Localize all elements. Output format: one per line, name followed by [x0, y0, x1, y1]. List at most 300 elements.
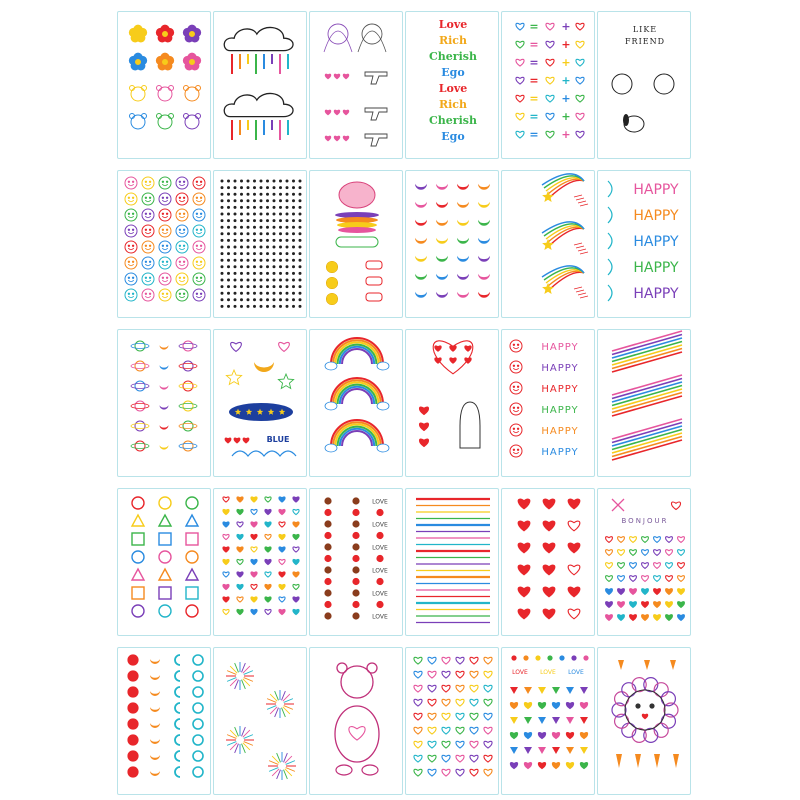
face-smile — [162, 296, 167, 298]
dot-mark — [280, 279, 282, 281]
outline-heart — [456, 699, 464, 706]
tattoo-sheet — [405, 488, 499, 636]
spark-line — [576, 246, 584, 248]
orange-moon — [150, 675, 160, 680]
face-smile — [196, 232, 201, 234]
dot-mark — [247, 286, 249, 288]
mini-heart — [580, 763, 587, 769]
face-eye — [513, 407, 514, 408]
lion-art — [612, 660, 679, 768]
crescent-mark — [415, 184, 427, 190]
face-eye — [196, 261, 197, 262]
outline-heart — [576, 41, 584, 48]
dot-mark — [267, 207, 269, 209]
smile-curve — [608, 181, 612, 197]
dot-mark — [221, 253, 223, 255]
triangle-shape — [159, 515, 171, 526]
dot-mark — [221, 259, 223, 261]
red-dot — [128, 703, 138, 713]
mini-heart — [237, 584, 243, 589]
bear-ear — [367, 663, 377, 673]
face-outline — [193, 193, 205, 205]
face-smile — [179, 280, 184, 282]
smiley-face — [193, 193, 205, 205]
red-heart — [518, 521, 530, 531]
dot-mark — [254, 200, 256, 202]
outline-heart — [516, 95, 524, 102]
dot-mark — [254, 273, 256, 275]
crescent-mark — [415, 292, 427, 298]
crescent-mark — [160, 445, 169, 450]
mini-heart — [654, 563, 661, 569]
plus-sign: + — [561, 38, 571, 51]
girl-head — [328, 24, 348, 44]
mini-heart — [538, 703, 545, 709]
tattoo-sheet — [597, 488, 691, 636]
happy-word: HAPPY — [541, 405, 579, 416]
dot-mark — [221, 220, 223, 222]
triangle-gem — [510, 747, 518, 754]
dot-mark — [247, 233, 249, 235]
red-heart — [518, 499, 530, 509]
outline-heart — [414, 741, 422, 748]
triangle-gem — [580, 747, 588, 754]
sheet-artwork — [598, 648, 691, 795]
red-heart — [568, 565, 580, 575]
face-outline — [142, 241, 154, 253]
dot-mark — [299, 207, 301, 209]
face-eye — [150, 245, 151, 246]
dot-mark — [273, 266, 275, 268]
circle-shape — [132, 497, 144, 509]
night-art — [225, 342, 296, 456]
face-outline — [142, 289, 154, 301]
dot-mark — [247, 193, 249, 195]
mini-heart — [279, 534, 285, 539]
dot-mark — [234, 253, 236, 255]
dot-mark — [293, 187, 295, 189]
smiley-face — [142, 225, 154, 237]
dot-mark — [299, 246, 301, 248]
dot-mark — [234, 207, 236, 209]
dot-mark — [286, 259, 288, 261]
dot-mark — [254, 213, 256, 215]
triangle-shape — [132, 569, 144, 580]
outline-heart — [428, 657, 436, 664]
mini-heart — [524, 763, 531, 769]
belly-heart — [349, 727, 365, 740]
smiley-face — [125, 273, 137, 285]
orange-moon — [150, 659, 160, 664]
dot-mark — [260, 240, 262, 242]
mini-heart — [223, 609, 229, 614]
dot-sticker — [353, 521, 359, 527]
red-dot — [128, 751, 138, 761]
dot-mark — [293, 286, 295, 288]
triangle-shape — [186, 569, 198, 580]
dot-mark — [280, 220, 282, 222]
red-heart — [543, 587, 555, 597]
dot-mark — [241, 200, 243, 202]
dot-mark — [228, 306, 230, 308]
smiley-face — [125, 209, 137, 221]
dot-sticker — [584, 656, 588, 660]
face-eye — [167, 245, 168, 246]
dot-mark — [221, 213, 223, 215]
dot-mark — [221, 273, 223, 275]
face-eye — [201, 261, 202, 262]
mini-heart — [666, 563, 673, 569]
dot-mark — [247, 253, 249, 255]
triangle-shape — [132, 515, 144, 526]
face-eye — [201, 293, 202, 294]
face-outline — [176, 225, 188, 237]
red-heart — [543, 543, 555, 553]
outline-heart — [414, 769, 422, 776]
dot-mark — [273, 180, 275, 182]
face-outline — [193, 225, 205, 237]
smiley-face — [510, 382, 522, 394]
dot-mark — [273, 259, 275, 261]
moons-art — [128, 655, 203, 777]
orange-moon — [150, 755, 160, 760]
face-eye — [162, 293, 163, 294]
dot-mark — [273, 213, 275, 215]
happy-word: HAPPY — [541, 426, 579, 437]
tattoo-sheet — [117, 170, 211, 318]
heart-grid-art — [414, 657, 492, 776]
red-heart — [518, 565, 530, 575]
dot-mark — [267, 266, 269, 268]
dot-sticker — [325, 590, 331, 596]
mini-heart — [678, 550, 685, 556]
sheet-artwork — [502, 171, 595, 318]
mini-heart — [293, 497, 299, 502]
sheet-artwork — [598, 489, 691, 636]
dot-mark — [241, 240, 243, 242]
dot-mark — [254, 240, 256, 242]
face-smile — [179, 296, 184, 298]
mini-heart — [642, 602, 649, 608]
crescent-mark — [436, 256, 448, 262]
face-outline — [159, 289, 171, 301]
dot-mark — [228, 220, 230, 222]
outline-heart — [576, 59, 584, 66]
spark-line — [578, 201, 586, 203]
face-smile — [145, 264, 150, 266]
love-word: LOVE — [372, 521, 388, 529]
face-outline — [193, 177, 205, 189]
face-smile — [196, 296, 201, 298]
dot-mark — [260, 292, 262, 294]
tattoo-sheet — [213, 647, 307, 795]
teal-ring — [175, 767, 180, 777]
dot-sticker — [377, 579, 383, 585]
triangle-shape — [186, 515, 198, 526]
mini-heart — [334, 110, 339, 114]
dot-mark — [228, 253, 230, 255]
cat-cake-art — [327, 182, 383, 305]
sheet-artwork — [118, 489, 211, 636]
shooting-stars-art — [542, 174, 588, 298]
dot-mark — [234, 299, 236, 301]
clouds-art — [224, 27, 293, 140]
dot-mark — [267, 299, 269, 301]
smiley-face — [142, 177, 154, 189]
mini-heart — [580, 733, 587, 739]
cloud-puff — [377, 362, 389, 370]
spark-line — [580, 204, 588, 206]
teal-ring — [175, 735, 180, 745]
dot-mark — [299, 233, 301, 235]
mini-heart — [642, 576, 649, 582]
dot-sticker — [353, 579, 359, 585]
outline-heart — [470, 727, 478, 734]
planet-ring — [131, 344, 149, 349]
outline-heart — [516, 41, 524, 48]
outline-heart — [428, 671, 436, 678]
smiley-face — [159, 289, 171, 301]
smiley-face — [176, 241, 188, 253]
smiley-face — [142, 273, 154, 285]
dot-mark — [273, 207, 275, 209]
dot-mark — [241, 259, 243, 261]
face-smile — [128, 200, 133, 202]
triangle-gem — [524, 717, 532, 724]
smiley-face — [159, 241, 171, 253]
crescent-mark — [478, 184, 490, 190]
triangle-gem — [552, 747, 560, 754]
dot-mark — [286, 246, 288, 248]
smiley-face — [125, 289, 137, 301]
mini-heart — [237, 597, 243, 602]
face-eye — [184, 213, 185, 214]
tattoo-sheet — [117, 329, 211, 477]
face-eye — [196, 181, 197, 182]
dot-mark — [228, 240, 230, 242]
face-eye — [179, 261, 180, 262]
face-eye — [162, 181, 163, 182]
dot-mark — [267, 306, 269, 308]
plus-sign: + — [561, 20, 571, 33]
face-eye — [128, 213, 129, 214]
dot-mark — [234, 259, 236, 261]
mini-heart — [265, 522, 271, 527]
dot-mark — [247, 279, 249, 281]
dot-mark — [280, 266, 282, 268]
face-outline — [159, 209, 171, 221]
dot-mark — [260, 306, 262, 308]
girl-sketch — [324, 24, 352, 52]
word-tattoo: Love — [438, 18, 468, 31]
smiley-face — [159, 225, 171, 237]
dot-mark — [286, 240, 288, 242]
tattoo-sheet — [405, 170, 499, 318]
outline-heart — [456, 741, 464, 748]
love-word: LOVE — [372, 590, 388, 598]
mini-heart — [642, 550, 649, 556]
face-outline — [510, 340, 522, 352]
planet-mark — [135, 341, 145, 351]
face-smile — [162, 264, 167, 266]
smiley-face — [125, 225, 137, 237]
dot-mark — [234, 193, 236, 195]
outline-heart — [456, 755, 464, 762]
mini-heart — [325, 110, 330, 114]
berry-mark — [225, 438, 231, 443]
dot-mark — [234, 200, 236, 202]
mini-heart — [666, 537, 673, 543]
outline-heart — [414, 671, 422, 678]
dot-mark — [241, 233, 243, 235]
dot-mark — [234, 220, 236, 222]
sheet-artwork — [310, 489, 403, 636]
bear-head — [185, 87, 199, 101]
smiley-face — [142, 289, 154, 301]
crescent-mark — [415, 256, 427, 262]
dot-mark — [299, 200, 301, 202]
dot-mark — [286, 207, 288, 209]
circle-shape — [186, 497, 198, 509]
word-tattoo: Ego — [441, 130, 465, 143]
face-eye — [167, 293, 168, 294]
dot-sticker — [325, 521, 331, 527]
dot-mark — [280, 286, 282, 288]
face-eye — [167, 261, 168, 262]
outline-heart — [231, 342, 242, 351]
mini-heart — [630, 550, 637, 556]
outline-heart — [484, 769, 492, 776]
dot-mark — [267, 279, 269, 281]
dot-mark — [273, 253, 275, 255]
face-outline — [193, 241, 205, 253]
happy-word: HAPPY — [541, 363, 579, 374]
dot-mark — [241, 306, 243, 308]
dot-mark — [280, 273, 282, 275]
dot-mark — [260, 233, 262, 235]
square-shape — [132, 587, 144, 599]
cake-layer — [338, 227, 376, 233]
outline-heart — [516, 77, 524, 84]
outline-heart — [576, 77, 584, 84]
dot-mark — [280, 292, 282, 294]
outline-heart — [484, 755, 492, 762]
love-mix-art — [510, 656, 588, 769]
mini-heart — [642, 615, 649, 621]
outline-heart — [484, 713, 492, 720]
face-eye — [133, 277, 134, 278]
bear-sticker — [130, 86, 147, 102]
dot-mark — [299, 213, 301, 215]
love-word: LOVE — [372, 613, 388, 621]
tattoo-sheet — [213, 329, 307, 477]
dot-mark — [286, 213, 288, 215]
mini-heart — [237, 509, 243, 514]
bear-head — [158, 87, 172, 101]
cat-sticker — [335, 182, 379, 247]
dot-mark — [247, 200, 249, 202]
dot-mark — [241, 292, 243, 294]
mini-heart — [279, 609, 285, 614]
red-heart — [543, 565, 555, 575]
face-eye — [184, 197, 185, 198]
crescent-mark — [457, 274, 469, 280]
mini-heart — [606, 576, 613, 582]
face-eye — [196, 229, 197, 230]
mini-heart — [510, 703, 517, 709]
smiley-face — [159, 273, 171, 285]
dot-mark — [221, 286, 223, 288]
lion-eye — [650, 704, 654, 708]
mini-heart — [325, 136, 330, 140]
dot-mark — [254, 299, 256, 301]
dot-mark — [234, 246, 236, 248]
dot-mark — [234, 306, 236, 308]
mini-heart — [666, 615, 673, 621]
dot-mark — [260, 286, 262, 288]
bear-sticker — [184, 114, 201, 130]
happy-word: HAPPY — [541, 447, 579, 458]
face-eye — [162, 197, 163, 198]
planet-ring — [131, 364, 149, 369]
face-eye — [201, 213, 202, 214]
dot-mark — [260, 259, 262, 261]
sheet-artwork — [214, 330, 307, 477]
bear-foot — [362, 765, 378, 775]
face-outline — [125, 289, 137, 301]
plus-sign: + — [561, 56, 571, 69]
dot-sticker — [325, 579, 331, 585]
outline-heart — [414, 699, 422, 706]
dot-mark — [228, 187, 230, 189]
teal-ring — [193, 655, 203, 665]
cloud-outline — [224, 27, 293, 50]
dot-mark — [228, 207, 230, 209]
sheet-artwork — [118, 12, 211, 159]
triangle-gem — [552, 687, 560, 694]
dot-mark — [299, 240, 301, 242]
dot-mark — [254, 253, 256, 255]
bear-sticker — [130, 114, 147, 130]
berry-mark — [243, 438, 249, 443]
teal-ring — [175, 687, 180, 697]
mini-heart — [678, 576, 685, 582]
face-smile — [128, 248, 133, 250]
dot-mark — [247, 292, 249, 294]
friend-art — [612, 25, 674, 132]
outline-heart — [470, 657, 478, 664]
dot-mark — [286, 180, 288, 182]
face-smile — [145, 296, 150, 298]
dot-mark — [221, 226, 223, 228]
face-eye — [201, 181, 202, 182]
crescent-mark — [436, 202, 448, 208]
face-eye — [133, 245, 134, 246]
outline-heart — [414, 727, 422, 734]
spark-line — [574, 243, 582, 245]
face-eye — [179, 197, 180, 198]
spark-line — [580, 252, 588, 254]
mini-heart — [251, 534, 257, 539]
equals-sign: = — [529, 128, 539, 141]
dot-mark — [286, 226, 288, 228]
dot-mark — [273, 279, 275, 281]
dot-mark — [286, 253, 288, 255]
mini-heart — [293, 534, 299, 539]
triangle-gem — [538, 687, 546, 694]
dot-mark — [299, 187, 301, 189]
smiley-face — [193, 273, 205, 285]
